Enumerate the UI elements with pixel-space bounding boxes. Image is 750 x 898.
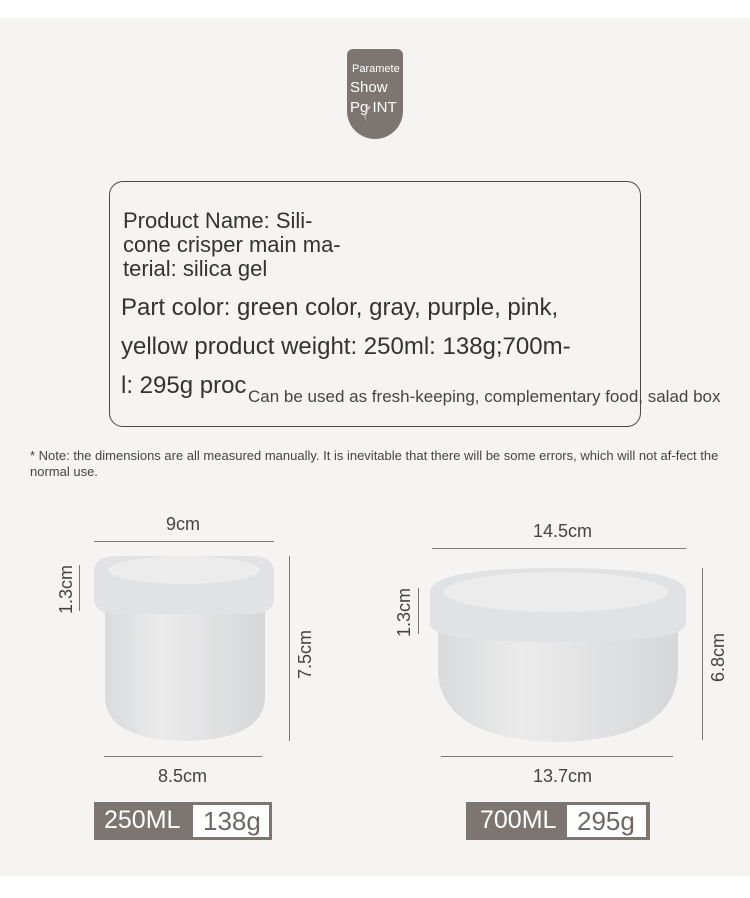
badge-line-1: Paramete bbox=[352, 63, 400, 75]
large-total-height: 6.8cm bbox=[708, 632, 729, 683]
large-bottom-width: 13.7cm bbox=[533, 766, 593, 786]
large-height-line bbox=[702, 568, 703, 740]
small-lid-height: 1.3cm bbox=[56, 564, 77, 615]
product-name-line: cone crisper main ma- bbox=[123, 232, 341, 257]
small-total-height: 7.5cm bbox=[295, 629, 316, 680]
large-top-width-line bbox=[432, 548, 686, 549]
small-container-image bbox=[90, 548, 280, 748]
small-spec-label bbox=[94, 802, 272, 840]
product-detail-line: Part color: green color, gray, purple, pink, bbox=[121, 294, 559, 321]
large-lid-height-line bbox=[418, 588, 419, 634]
small-weight-box bbox=[193, 805, 269, 837]
product-name-line: terial: silica gel bbox=[123, 256, 268, 281]
large-container-image bbox=[428, 562, 688, 752]
small-lid-height-line bbox=[79, 565, 80, 611]
small-bottom-width-line bbox=[104, 756, 262, 757]
large-spec-label bbox=[466, 802, 650, 840]
product-name bbox=[123, 209, 393, 281]
large-volume: 700ML bbox=[480, 806, 557, 834]
small-volume: 250ML bbox=[104, 806, 181, 834]
small-height-line bbox=[289, 556, 290, 741]
product-name-line: Product Name: Sili- bbox=[123, 208, 313, 233]
large-weight: 295g bbox=[577, 806, 635, 836]
product-detail-line: yellow product weight: 250ml: 138g;700m- bbox=[121, 333, 571, 360]
large-bottom-width-line bbox=[441, 756, 673, 757]
parameter-badge bbox=[347, 49, 403, 139]
usage-text: Can be used as fresh-keeping, complementary food, salad box bbox=[248, 387, 721, 406]
large-lid-height: 1.3cm bbox=[394, 587, 415, 638]
product-detail-line: l: 295g proc bbox=[121, 372, 247, 399]
badge-line-2: Show bbox=[350, 79, 388, 96]
large-weight-box bbox=[567, 805, 646, 837]
measurement-note: * Note: the dimensions are all measured manually. It is inevitable that there will be some errors, which will not af-fect the normal use. bbox=[30, 448, 719, 479]
small-bottom-width: 8.5cm bbox=[158, 766, 208, 786]
small-top-width-line bbox=[94, 541, 274, 542]
small-top-width: 9cm bbox=[166, 514, 201, 534]
small-weight: 138g bbox=[203, 806, 261, 836]
large-top-width: 14.5cm bbox=[533, 521, 593, 541]
badge-line-3: Pg INT bbox=[350, 99, 397, 116]
